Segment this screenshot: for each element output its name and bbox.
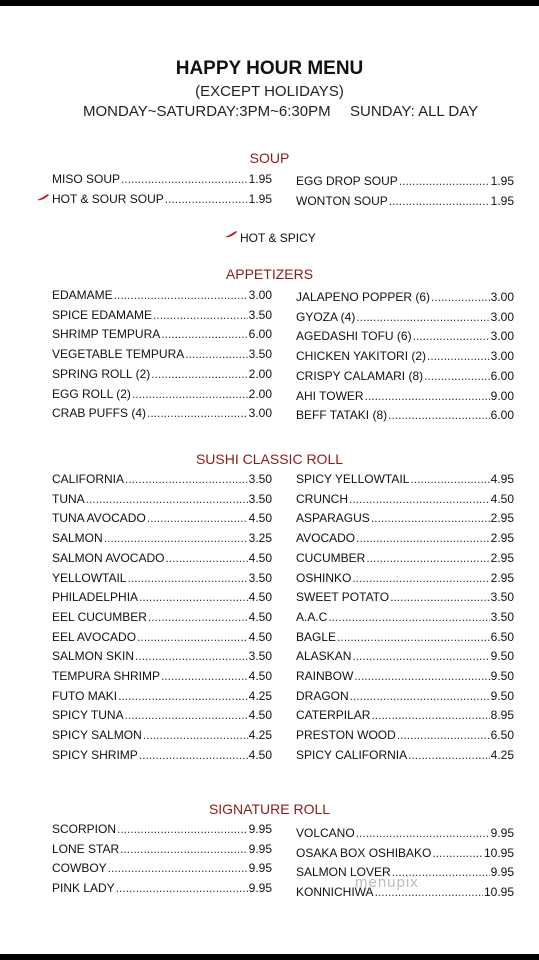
dot-leader [432,846,483,860]
item-name: GYOZA (4) [296,309,356,324]
dot-leader [408,748,490,762]
item-price: 2.95 [490,511,514,526]
item-price: 2.00 [248,366,272,381]
item-name: SPICY CALIFORNIA [296,747,408,762]
item-name: SPICY TUNA [52,708,124,723]
dot-leader [121,172,248,186]
item-name: KONNICHIWA [296,885,374,900]
item-price: 3.50 [490,609,514,624]
dot-leader [114,288,248,302]
menu-item [52,571,272,589]
item-name: FUTO MAKI [52,688,118,703]
item-price: 9.95 [248,861,272,876]
item-price: 10.95 [483,885,514,900]
item-price: 3.50 [248,472,272,486]
item-name: TEMPURA SHRIMP [52,669,161,683]
item-name: SCORPION [52,822,117,836]
item-price: 6.50 [490,629,514,644]
dot-leader [165,551,247,565]
item-name: SPICY SALMON [52,728,142,743]
dot-leader [350,689,490,703]
menu-item [52,861,272,879]
menu-item [296,571,514,589]
item-price: 6.00 [490,408,514,423]
item-name: ALASKAN [296,649,352,664]
dot-leader [125,472,248,486]
item-name: CRISPY CALAMARI (8) [296,368,424,383]
item-name: AHI TOWER [296,388,364,403]
item-name: SPICY SHRIMP [52,747,138,762]
item-name: TUNA AVOCADO [52,511,146,526]
menu-item [52,842,272,860]
item-name: AGEDASHI TOFU (6) [296,329,412,344]
item-price: 9.95 [248,822,272,836]
item-price: 10.95 [483,845,514,860]
item-name: PINK LADY [52,881,115,896]
dot-leader [143,728,248,742]
menu-item [52,347,272,365]
item-name: SHRIMP TEMPURA [52,327,161,342]
dot-leader [388,408,490,422]
weekday-hours: MONDAY~SATURDAY:3PM~6:30PM [83,103,331,120]
item-price: 3.00 [248,406,272,421]
item-name: DRAGON [296,688,349,703]
item-price: 4.25 [248,728,272,743]
item-name: SALMON AVOCADO [52,550,165,565]
dot-leader [104,531,248,545]
dot-leader [147,511,248,525]
item-name: COWBOY [52,861,107,876]
dot-leader [356,531,490,545]
menu-item [52,308,272,326]
dot-leader [328,610,489,624]
item-price: 4.50 [248,708,272,723]
item-price: 4.25 [248,688,272,703]
menu-title: HAPPY HOUR MENU [175,58,364,79]
dot-leader [108,861,248,875]
menu-item [296,590,514,608]
item-name: CATERPILAR [296,708,371,723]
menu-item [296,290,514,308]
item-name: PRESTON WOOD [296,728,396,743]
dot-leader [118,689,248,703]
item-price: 2.95 [490,531,514,546]
item-price: 2.95 [490,570,514,585]
menu-item [296,708,514,726]
menu-item [296,369,514,387]
item-price: 1.95 [248,172,272,186]
menu-item [296,194,514,212]
menu-item [52,406,272,424]
menu-item [52,630,272,648]
menu-item [52,192,272,210]
menu-item [52,728,272,746]
dot-leader [424,369,489,383]
item-price: 3.00 [490,309,514,324]
item-name: SPICY YELLOWTAIL [296,472,410,486]
dot-leader [366,551,489,565]
menu-item [296,511,514,529]
item-price: 9.50 [490,649,514,664]
item-name: CUCUMBER [296,550,366,565]
item-name: CRUNCH [296,491,348,506]
signature-roll-heading: SIGNATURE ROLL [208,801,331,817]
dot-leader [371,511,490,525]
menu-item [52,531,272,549]
dot-leader [352,571,489,585]
dot-leader [139,590,248,604]
menu-item [52,822,272,840]
menu-item [296,531,514,549]
menu-item [52,610,272,628]
menu-item [296,689,514,707]
pepper-legend-icon [224,230,238,238]
dot-leader [397,728,490,742]
menu-item [296,669,514,687]
item-price: 3.50 [248,570,272,585]
menu-item [52,172,272,190]
menu-item [52,472,272,490]
item-name: SPRING ROLL (2) [52,366,151,381]
dot-leader [116,881,248,895]
menu-subtitle: (EXCEPT HOLIDAYS) [195,83,344,100]
item-price: 3.50 [248,347,272,362]
item-price: 4.25 [490,747,514,762]
item-name: PHILADELPHIA [52,590,139,605]
menu-item [296,630,514,648]
menu-item [52,387,272,405]
item-price: 4.95 [490,472,514,486]
item-name: LONE STAR [52,841,120,856]
menu-item [296,472,514,490]
dot-leader [139,748,248,762]
item-name: EGG ROLL (2) [52,386,131,401]
dot-leader [349,492,490,506]
item-name: AVOCADO [296,531,356,546]
item-name: VOLCANO [296,826,355,840]
menu-item [296,329,514,347]
item-price: 3.00 [490,329,514,344]
item-name: EGG DROP SOUP [296,174,398,188]
dot-leader [147,406,248,420]
pepper-icon [36,193,50,201]
item-name: OSAKA BOX OSHIBAKO [296,845,432,860]
dot-leader [413,329,490,343]
dot-leader [127,571,247,585]
item-name: RAINBOW [296,669,354,683]
item-price: 2.00 [248,386,272,401]
dot-leader [117,822,248,836]
menu-item [52,367,272,385]
dot-leader [165,192,248,206]
menu-item [296,846,514,864]
item-name: CRAB PUFFS (4) [52,406,147,421]
menu-item [52,669,272,687]
menu-item [52,590,272,608]
dot-leader [390,590,490,604]
menu-item [296,551,514,569]
item-price: 3.00 [490,349,514,364]
dot-leader [161,669,248,683]
dot-leader [120,842,248,856]
item-price: 3.50 [248,491,272,506]
item-price: 9.95 [248,841,272,856]
soup-heading: SOUP [249,150,290,166]
item-price: 9.95 [490,826,514,840]
item-name: HOT & SOUR SOUP [52,192,164,206]
item-price: 4.50 [248,609,272,624]
item-name: CALIFORNIA [52,472,125,486]
menu-item [52,881,272,899]
menu-item [52,492,272,510]
dot-leader [148,610,248,624]
item-name: SALMON [52,531,103,546]
menu-item [296,389,514,407]
menu-item [52,689,272,707]
item-price: 3.00 [248,288,272,302]
dot-leader [132,387,248,401]
item-name: MISO SOUP [52,172,121,186]
item-name: A.A.C [296,609,328,624]
item-price: 9.50 [490,688,514,703]
menu-item [52,748,272,766]
dot-leader [410,472,489,486]
item-name: ASPARAGUS [296,511,370,526]
menu-item [296,610,514,628]
item-price: 2.95 [490,550,514,565]
item-price: 6.00 [248,327,272,342]
item-name: TUNA [52,491,85,506]
menu-item [296,310,514,328]
dot-leader [161,327,247,341]
item-name: BEFF TATAKI (8) [296,408,388,423]
item-price: 4.50 [248,550,272,565]
item-price: 6.50 [490,728,514,743]
dot-leader [337,630,490,644]
dot-leader [185,347,247,361]
item-name: SPICE EDAMAME [52,307,153,322]
dot-leader [371,708,489,722]
dot-leader [389,194,490,208]
item-name: EDAMAME [52,288,113,302]
item-price: 4.50 [248,669,272,683]
item-name: SALMON SKIN [52,649,135,664]
menu-item [296,408,514,426]
dot-leader [431,290,490,304]
item-name: SWEET POTATO [296,590,390,605]
item-price: 9.95 [490,865,514,880]
item-price: 4.50 [248,511,272,526]
item-price: 4.50 [248,629,272,644]
menu-item [296,349,514,367]
item-price: 1.95 [248,192,272,206]
item-price: 4.50 [490,491,514,506]
item-name: YELLOWTAIL [52,570,127,585]
item-name: BAGLE [296,629,337,644]
menu-item [296,748,514,766]
item-name: OSHINKO [296,570,352,585]
item-name: EEL AVOCADO [52,629,137,644]
dot-leader [86,492,248,506]
item-name: EEL CUCUMBER [52,609,147,624]
item-name: VEGETABLE TEMPURA [52,347,185,362]
dot-leader [427,349,490,363]
dot-leader [365,389,490,403]
dot-leader [137,630,248,644]
item-name: JALAPENO POPPER (6) [296,290,431,304]
watermark: menupix [355,874,419,891]
item-name: SALMON LOVER [296,865,391,880]
dot-leader [356,310,489,324]
menu-item [52,511,272,529]
hot-spicy-legend: HOT & SPICY [240,231,316,245]
classic-roll-heading: SUSHI CLASSIC ROLL [195,451,344,467]
menu-item [296,174,514,192]
menu-item [296,728,514,746]
dot-leader [135,649,248,663]
item-price: 1.95 [490,174,514,188]
item-name: WONTON SOUP [296,194,388,208]
dot-leader [125,708,248,722]
dot-leader [354,669,489,683]
menu-item [296,649,514,667]
menu-item [52,708,272,726]
item-price: 8.95 [490,708,514,723]
menu-item [52,288,272,306]
item-price: 9.00 [490,388,514,403]
menu-item [52,649,272,667]
appetizers-heading: APPETIZERS [225,266,314,282]
item-price: 6.00 [490,368,514,383]
item-price: 9.95 [248,881,272,896]
item-price: 3.00 [490,290,514,304]
item-price: 4.50 [248,747,272,762]
menu-item [52,551,272,569]
menu-page [0,6,539,954]
menu-item [52,327,272,345]
dot-leader [153,308,248,322]
item-price: 4.50 [248,590,272,605]
item-price: 9.50 [490,669,514,683]
menu-item [296,826,514,844]
dot-leader [151,367,247,381]
item-price: 3.50 [490,590,514,605]
sunday-hours: SUNDAY: ALL DAY [350,103,479,120]
dot-leader [356,826,490,840]
dot-leader [352,649,489,663]
item-price: 3.25 [248,531,272,546]
item-price: 3.50 [248,307,272,322]
dot-leader [399,174,490,188]
menu-item [296,492,514,510]
item-price: 3.50 [248,649,272,664]
item-name: CHICKEN YAKITORI (2) [296,349,427,364]
item-price: 1.95 [490,194,514,208]
